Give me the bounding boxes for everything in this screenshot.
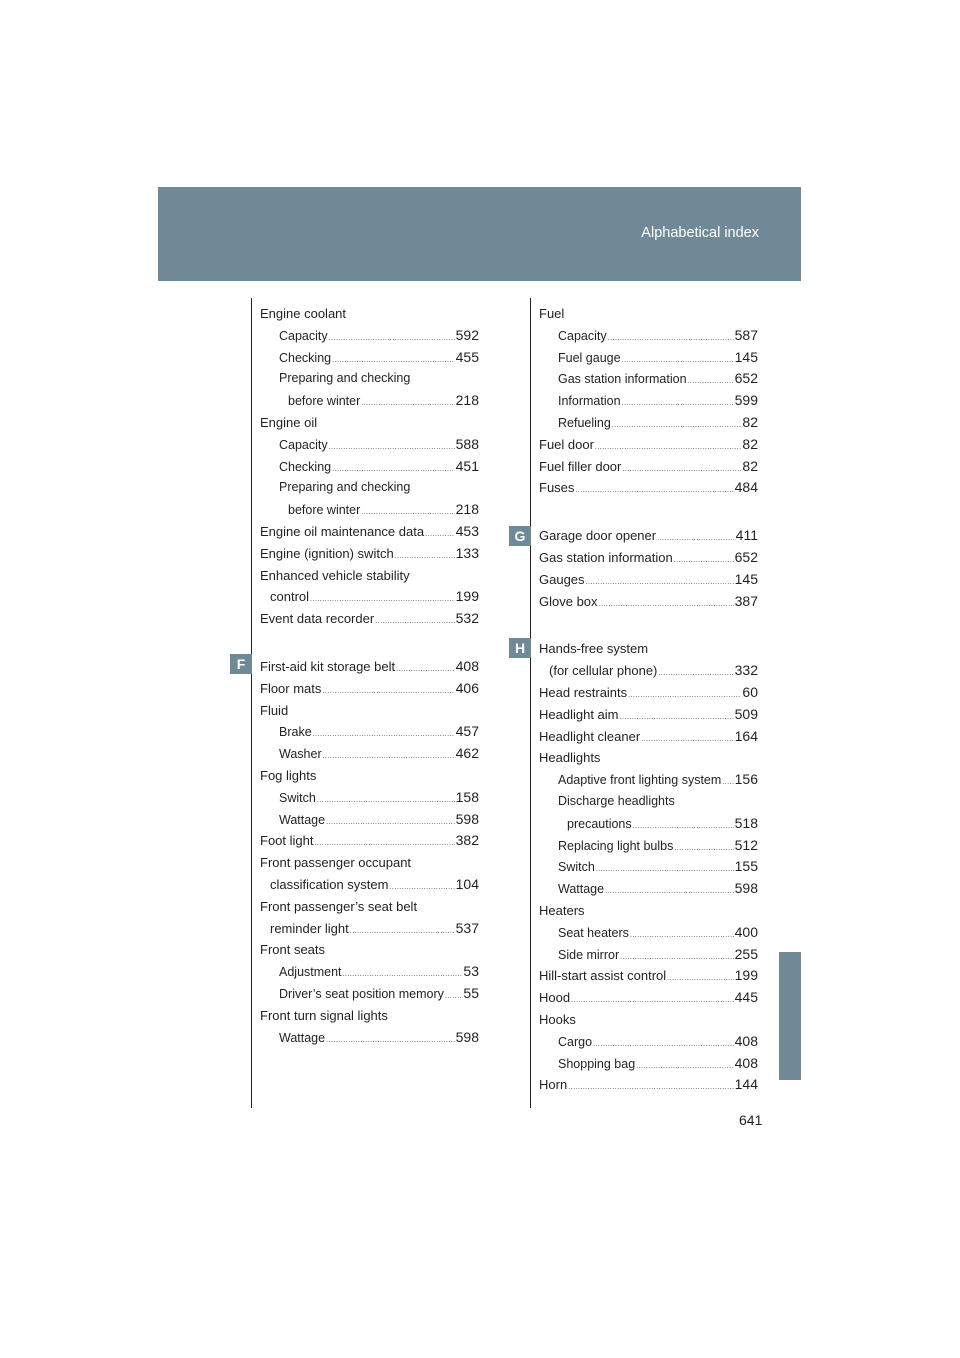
index-entry[interactable]	[260, 830, 479, 852]
section-gap	[539, 612, 758, 638]
index-entry[interactable]	[260, 434, 479, 456]
section-gap	[539, 499, 758, 525]
entry-page-number: 199	[734, 967, 758, 984]
entry-term: Glove box	[539, 593, 598, 609]
entry-term: Switch	[279, 790, 316, 805]
entry-page-number: 104	[455, 875, 479, 892]
entry-term: Shopping bag	[558, 1056, 636, 1071]
entry-term: Fuel	[539, 306, 565, 321]
index-entry[interactable]	[539, 965, 758, 987]
index-entry[interactable]	[539, 878, 758, 900]
entry-term: Checking	[279, 459, 332, 474]
index-entry[interactable]	[260, 390, 479, 412]
entry-page-number: 455	[455, 348, 479, 365]
index-entry[interactable]	[539, 835, 758, 857]
entry-page-number: 408	[455, 657, 479, 674]
entry-term: First-aid kit storage belt	[260, 658, 396, 674]
entry-page-number: 60	[742, 683, 758, 700]
index-entry[interactable]	[539, 477, 758, 499]
entry-page-number: 408	[734, 1032, 758, 1049]
index-entry	[539, 900, 758, 922]
entry-page-number: 484	[734, 479, 758, 496]
entry-term: Wattage	[558, 882, 605, 897]
letter-marker-h: H	[509, 638, 531, 658]
index-entry	[260, 1005, 479, 1027]
index-entry	[260, 896, 479, 918]
entry-term: Adjustment	[279, 965, 342, 980]
entry-term: Engine (ignition) switch	[260, 545, 394, 561]
index-entry	[260, 765, 479, 787]
dot-leader	[568, 1077, 733, 1099]
page-number: 641	[739, 1112, 763, 1128]
entry-page-number: 457	[455, 723, 479, 740]
entry-term: Driver’s seat position memory	[279, 986, 444, 1001]
index-entry[interactable]	[260, 787, 479, 809]
index-entry	[260, 700, 479, 722]
index-entry[interactable]	[539, 325, 758, 347]
entry-term: Heaters	[539, 902, 585, 918]
entry-page-number: 218	[455, 501, 479, 518]
entry-term: Refueling	[558, 415, 611, 430]
entry-page-number: 509	[734, 705, 758, 722]
entry-term: Garage door opener	[539, 528, 657, 544]
entry-page-number: 145	[734, 348, 758, 365]
entry-page-number: 155	[734, 858, 758, 875]
index-entry[interactable]	[260, 743, 479, 765]
index-entry[interactable]	[539, 726, 758, 748]
index-entry	[539, 303, 758, 325]
entry-page-number: 199	[455, 588, 479, 605]
index-entry[interactable]	[260, 347, 479, 369]
entry-term: Horn	[539, 1077, 568, 1093]
index-entry[interactable]	[539, 1074, 758, 1096]
entry-page-number: 408	[734, 1054, 758, 1071]
index-entry	[260, 368, 479, 390]
index-entry	[260, 939, 479, 961]
entry-page-number: 462	[455, 745, 479, 762]
entry-page-number: 599	[734, 392, 758, 409]
index-entry[interactable]	[539, 856, 758, 878]
entry-page-number: 82	[742, 435, 758, 452]
entry-term: Seat heaters	[558, 925, 629, 940]
index-entry[interactable]	[260, 543, 479, 565]
entry-term: Head restraints	[539, 684, 628, 700]
entry-term: Hill-start assist control	[539, 968, 667, 984]
entry-term: Wattage	[279, 812, 326, 827]
entry-page-number: 82	[742, 413, 758, 430]
entry-page-number: 406	[455, 679, 479, 696]
entry-term: Fuses	[539, 480, 575, 496]
index-entry[interactable]	[539, 412, 758, 434]
index-entry[interactable]	[539, 922, 758, 944]
entry-term: (for cellular phone)	[549, 663, 658, 679]
entry-term: Enhanced vehicle stability	[260, 567, 410, 583]
entry-page-number: 400	[734, 923, 758, 940]
entry-term: Adaptive front lighting system	[558, 773, 722, 788]
index-entry[interactable]	[260, 874, 479, 896]
entry-term: precautions	[567, 816, 632, 831]
entry-term: Front seats	[260, 942, 326, 958]
page-title: Alphabetical index	[641, 225, 759, 241]
entry-page-number: 164	[734, 727, 758, 744]
index-entry[interactable]	[539, 660, 758, 682]
index-entry[interactable]	[539, 434, 758, 456]
entry-page-number: 145	[734, 570, 758, 587]
right-column-rule	[530, 298, 531, 1108]
entry-term: Washer	[279, 747, 322, 762]
entry-page-number: 512	[734, 836, 758, 853]
index-entry	[260, 412, 479, 434]
index-entry[interactable]	[260, 656, 479, 678]
index-entry[interactable]	[539, 368, 758, 390]
entry-page-number: 53	[463, 963, 479, 980]
index-entry	[260, 477, 479, 499]
entry-term: Front turn signal lights	[260, 1007, 388, 1023]
entry-term: Checking	[279, 350, 332, 365]
entry-term: Fog lights	[260, 767, 317, 783]
entry-page-number: 598	[455, 810, 479, 827]
index-entry[interactable]	[260, 983, 479, 1005]
entry-page-number: 332	[734, 662, 758, 679]
entry-term: Hooks	[539, 1011, 576, 1027]
entry-page-number: 55	[463, 984, 479, 1001]
entry-term: Fuel door	[539, 436, 594, 452]
index-column-right	[539, 303, 758, 1096]
entry-page-number: 411	[735, 527, 758, 544]
index-entry	[539, 747, 758, 769]
index-entry	[260, 565, 479, 587]
dot-leader	[326, 1030, 455, 1052]
entry-term: Engine oil maintenance data	[260, 523, 425, 539]
entry-term: Headlights	[539, 750, 601, 766]
index-entry[interactable]	[260, 721, 479, 743]
entry-term: Brake	[279, 725, 312, 740]
section-gap	[260, 630, 479, 656]
entry-page-number: 518	[734, 814, 758, 831]
entry-page-number: 453	[455, 522, 479, 539]
entry-term: Gas station information	[558, 372, 687, 387]
entry-term: Event data recorder	[260, 611, 375, 627]
entry-term: Headlight cleaner	[539, 728, 641, 744]
index-entry[interactable]	[260, 325, 479, 347]
index-entry[interactable]	[260, 586, 479, 608]
index-entry[interactable]	[539, 1053, 758, 1075]
entry-page-number: 218	[455, 392, 479, 409]
letter-marker-g: G	[509, 526, 531, 546]
section-tab	[779, 952, 801, 1080]
entry-page-number: 387	[734, 592, 758, 609]
entry-page-number: 598	[734, 880, 758, 897]
entry-page-number: 255	[734, 945, 758, 962]
entry-term: Gauges	[539, 571, 585, 587]
index-entry	[260, 852, 479, 874]
index-column-left	[260, 303, 479, 1048]
entry-term: Switch	[558, 860, 595, 875]
entry-term: Engine oil	[260, 414, 318, 430]
index-entry	[539, 791, 758, 813]
entry-page-number: 382	[455, 832, 479, 849]
entry-term: Front passenger occupant	[260, 855, 412, 871]
entry-term: classification system	[270, 876, 389, 892]
index-entry[interactable]	[539, 456, 758, 478]
index-entry[interactable]	[539, 390, 758, 412]
index-entry	[260, 303, 479, 325]
dot-leader	[575, 480, 733, 502]
index-entry[interactable]	[260, 521, 479, 543]
index-entry[interactable]	[260, 809, 479, 831]
entry-term: Side mirror	[558, 947, 620, 962]
entry-term: Preparing and checking	[279, 480, 411, 495]
entry-term: Foot light	[260, 833, 314, 849]
dot-leader	[599, 594, 734, 616]
index-entry	[539, 1009, 758, 1031]
entry-term: before winter	[288, 394, 361, 409]
entry-term: Fuel filler door	[539, 458, 622, 474]
index-entry[interactable]	[539, 813, 758, 835]
entry-page-number: 537	[455, 919, 479, 936]
entry-term: Gas station information	[539, 549, 673, 565]
entry-page-number: 532	[455, 610, 479, 627]
entry-term: Capacity	[558, 328, 607, 343]
index-entry[interactable]	[539, 682, 758, 704]
entry-page-number: 445	[734, 989, 758, 1006]
entry-term: Fluid	[260, 702, 289, 718]
entry-term: Discharge headlights	[558, 793, 675, 808]
entry-term: Cargo	[558, 1034, 593, 1049]
entry-term: reminder light	[270, 920, 349, 936]
index-entry[interactable]	[539, 944, 758, 966]
index-entry[interactable]	[260, 499, 479, 521]
index-entry[interactable]	[539, 525, 758, 547]
entry-term: Headlight aim	[539, 706, 619, 722]
entry-term: Capacity	[279, 328, 328, 343]
entry-term: Fuel gauge	[558, 350, 621, 365]
entry-page-number: 158	[455, 788, 479, 805]
entry-term: Hands-free system	[539, 641, 649, 657]
entry-term: control	[270, 589, 310, 605]
index-entry[interactable]	[539, 704, 758, 726]
entry-term: Wattage	[279, 1030, 326, 1045]
entry-term: Front passenger’s seat belt	[260, 898, 418, 914]
entry-term: Preparing and checking	[279, 371, 411, 386]
entry-term: Hood	[539, 990, 571, 1006]
index-entry[interactable]	[539, 769, 758, 791]
index-entry[interactable]	[260, 1027, 479, 1049]
index-entry[interactable]	[539, 591, 758, 613]
index-entry[interactable]	[260, 456, 479, 478]
letter-marker-f: F	[230, 654, 252, 674]
index-entry[interactable]	[260, 678, 479, 700]
entry-term: Engine coolant	[260, 306, 347, 321]
entry-term: Information	[558, 394, 621, 409]
entry-term: Floor mats	[260, 680, 322, 696]
entry-term: Replacing light bulbs	[558, 838, 674, 853]
index-entry[interactable]	[539, 1031, 758, 1053]
index-entry	[539, 638, 758, 660]
index-entry[interactable]	[539, 347, 758, 369]
entry-page-number: 592	[455, 326, 479, 343]
index-entry[interactable]	[260, 608, 479, 630]
header-bar	[158, 187, 801, 281]
left-column-rule	[251, 298, 252, 1108]
entry-page-number: 144	[734, 1076, 758, 1093]
entry-term: before winter	[288, 503, 361, 518]
entry-page-number: 652	[734, 370, 758, 387]
entry-page-number: 587	[734, 326, 758, 343]
index-entry[interactable]	[260, 918, 479, 940]
entry-page-number: 133	[455, 544, 479, 561]
entry-term: Capacity	[279, 437, 328, 452]
entry-page-number: 588	[455, 435, 479, 452]
entry-page-number: 451	[455, 457, 479, 474]
index-entry[interactable]	[539, 547, 758, 569]
entry-page-number: 156	[734, 771, 758, 788]
dot-leader	[375, 611, 454, 633]
entry-page-number: 82	[742, 457, 758, 474]
entry-page-number: 598	[455, 1028, 479, 1045]
index-entry[interactable]	[539, 569, 758, 591]
index-entry[interactable]	[539, 987, 758, 1009]
entry-page-number: 652	[734, 548, 758, 565]
index-entry[interactable]	[260, 961, 479, 983]
